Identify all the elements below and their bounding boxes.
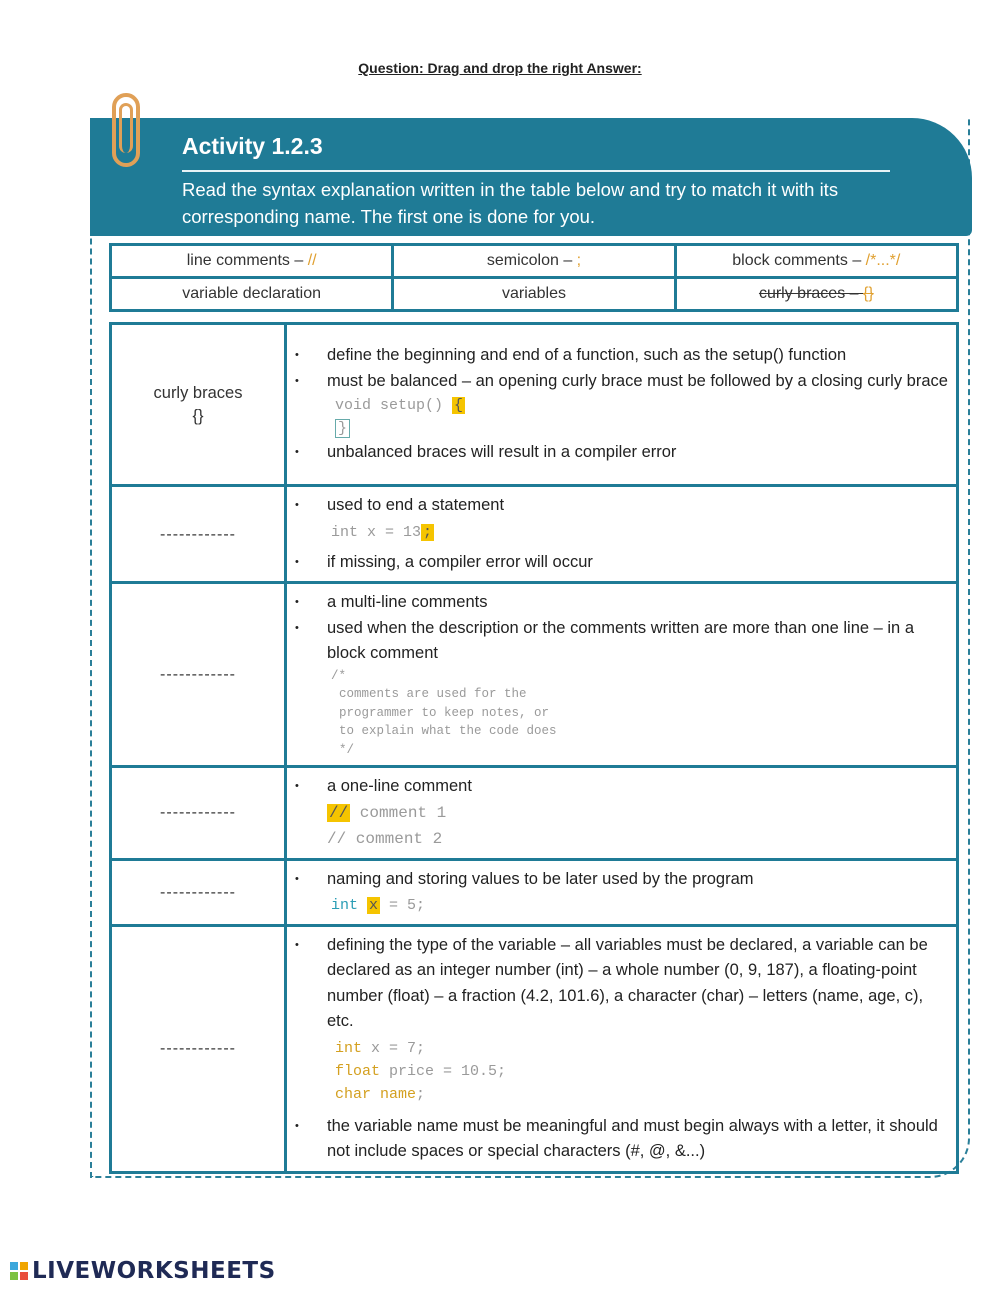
code-sample: /* comments are used for the programmer to keep notes, or to explain what the code does */ — [331, 668, 557, 757]
option-curly-braces-used: curly braces – {} — [675, 278, 957, 311]
table-row — [111, 324, 958, 486]
bullet: • unbalanced braces will result in a compiler error — [295, 440, 950, 466]
bullet: • define the beginning and end of a function, such as the setup() function — [295, 343, 950, 369]
code-sample: int x = 13 ; — [331, 523, 433, 541]
bullet: • the variable name must be meaningful and must begin always with a letter, it should not include spaces or special characters (#, @, &...) — [295, 1114, 950, 1165]
option-line-comments[interactable]: line comments – // — [111, 245, 393, 278]
option-variables[interactable]: variables — [393, 278, 675, 311]
bullet: • naming and storing values to be later used by the program — [295, 867, 950, 893]
answer-options-table — [109, 243, 959, 312]
bullet: • a one-line comment — [295, 774, 950, 800]
row-description — [286, 859, 958, 925]
answer-drop-zone-2[interactable]: ------------ — [111, 583, 286, 767]
row-name-curly-braces: curly braces {} — [111, 324, 286, 486]
option-semicolon[interactable]: semicolon – ; — [393, 245, 675, 278]
table-row — [111, 486, 958, 583]
activity-title: Activity 1.2.3 — [182, 133, 323, 159]
table-row — [111, 925, 958, 1172]
code-sample: int x = 5; — [331, 897, 426, 915]
answer-drop-zone-4[interactable]: ------------ — [111, 859, 286, 925]
logo-icon — [10, 1262, 28, 1280]
row-description — [286, 324, 958, 486]
answer-drop-zone-5[interactable]: ------------ — [111, 925, 286, 1172]
row-description — [286, 767, 958, 860]
syntax-table — [109, 322, 959, 1174]
row-description — [286, 486, 958, 583]
bullet: • used to end a statement — [295, 493, 950, 519]
answer-drop-zone-1[interactable]: ------------ — [111, 486, 286, 583]
table-row — [111, 583, 958, 767]
answer-drop-zone-3[interactable]: ------------ — [111, 767, 286, 860]
table-row — [111, 767, 958, 860]
option-variable-declaration[interactable]: variable declaration — [111, 278, 393, 311]
bullet: • defining the type of the variable – all variables must be declared, a variable can be declared as an integer number (int) – a whole number (0, 9, 187), a floating-point number (float) – a fraction (4.2, 101.6), a character (char) – letters (name, age, c), etc. — [295, 933, 950, 1035]
activity-instruction: Read the syntax explanation written in the table below and try to match it with its corresponding name. The first one is done for you. — [182, 179, 839, 227]
row-description — [286, 583, 958, 767]
code-sample: // comment 1 // comment 2 — [327, 803, 447, 848]
question-heading: Question: Drag and drop the right Answer: — [358, 60, 642, 76]
title-rule — [182, 170, 890, 172]
table-row — [111, 859, 958, 925]
bullet: • used when the description or the comments written are more than one line – in a block comment — [295, 616, 950, 667]
code-sample: int x = 7; float price = 10.5; char name; — [335, 1039, 507, 1103]
liveworksheets-logo: LIVEWORKSHEETS — [10, 1258, 276, 1284]
option-block-comments[interactable]: block comments – /*...*/ — [675, 245, 957, 278]
row-description — [286, 925, 958, 1172]
code-sample: void setup() { } — [335, 397, 464, 438]
bullet: • if missing, a compiler error will occur — [295, 550, 950, 576]
bullet: • a multi-line comments — [295, 590, 950, 616]
activity-banner — [90, 118, 972, 236]
paperclip-inner-icon — [119, 103, 133, 153]
bullet: • must be balanced – an opening curly brace must be followed by a closing curly brace — [295, 369, 950, 395]
